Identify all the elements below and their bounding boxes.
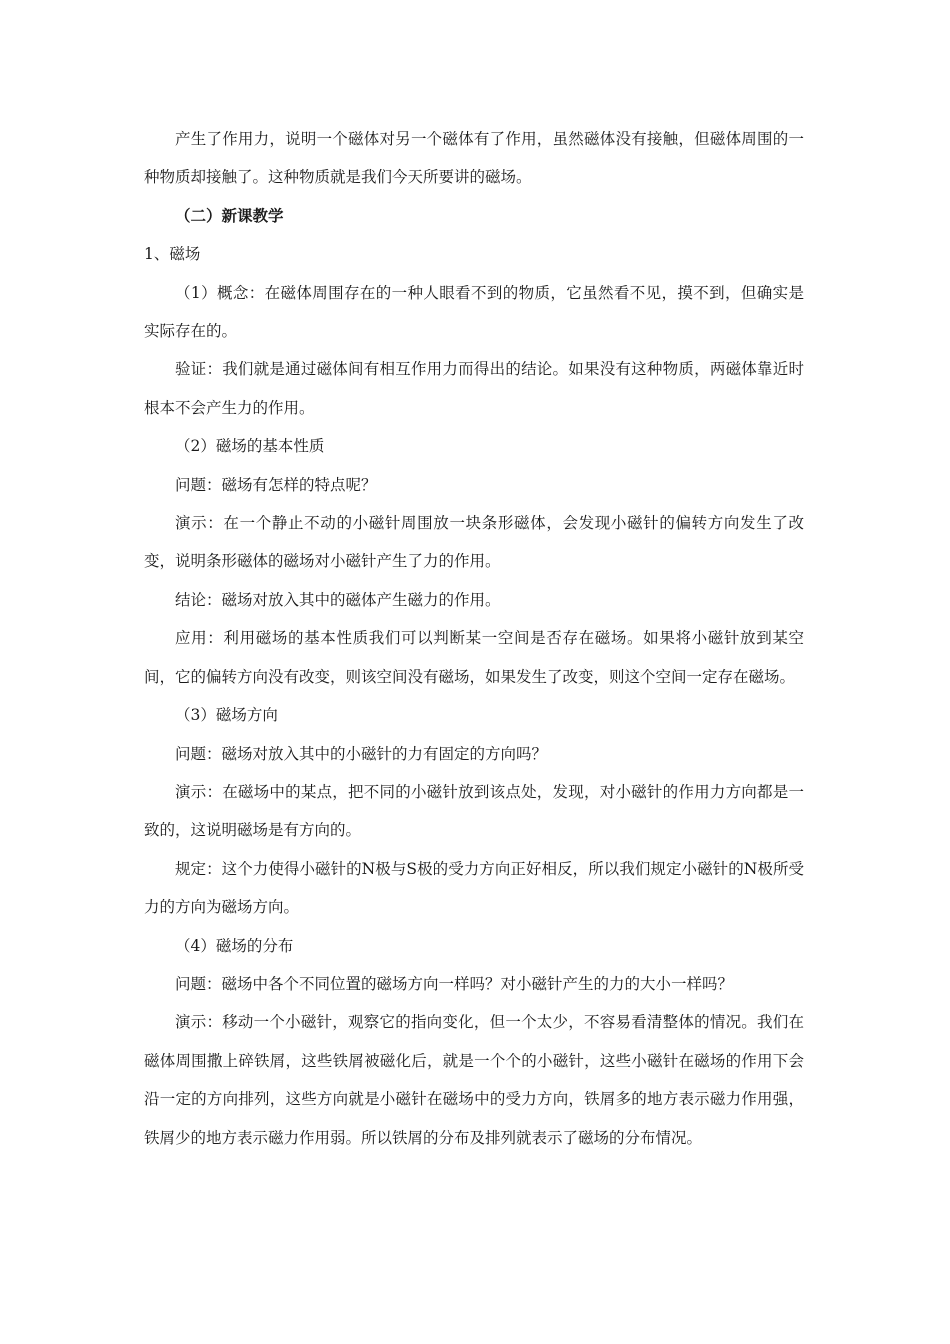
paragraph-rule: 规定：这个力使得小磁针的N极与S极的受力方向正好相反，所以我们规定小磁针的N极所受力的方向为磁场方向。	[144, 859, 804, 917]
paragraph-demo-3: 演示：移动一个小磁针，观察它的指向变化，但一个太少，不容易看清整体的情况。我们在磁体周围撒上碎铁屑，这些铁屑被磁化后，就是一个个的小磁针，这些小磁针在磁场的作用下会沿一定的方向排列，这些方向就是小磁针在磁场中的受力方向，铁屑多的地方表示磁力作用强，铁屑少的地方表示磁力作用弱。所以铁屑的分布及排列就表示了磁场的分布情况。	[144, 1013, 804, 1147]
section-heading-new-lesson: （二）新课教学	[175, 205, 284, 225]
subsection-heading-magnetic-field: 1、磁场	[144, 245, 201, 264]
paragraph-demo-2: 演示：在磁场中的某点，把不同的小磁针放到该点处，发现，对小磁针的作用力方向都是一致的，这说明磁场是有方向的。	[144, 782, 804, 840]
paragraph-question-3: 问题：磁场中各个不同位置的磁场方向一样吗？对小磁针产生的力的大小一样吗？	[175, 974, 734, 993]
item-heading-field-distribution: （4）磁场的分布	[175, 936, 294, 955]
paragraph-application: 应用：利用磁场的基本性质我们可以判断某一空间是否存在磁场。如果将小磁针放到某空间，它的偏转方向没有改变，则该空间没有磁场，如果发生了改变，则这个空间一定存在磁场。	[144, 629, 804, 686]
paragraph-demo-1: 演示：在一个静止不动的小磁针周围放一块条形磁体，会发现小磁针的偏转方向发生了改变，说明条形磁体的磁场对小磁针产生了力的作用。	[144, 514, 804, 571]
paragraph-verification: 验证：我们就是通过磁体间有相互作用力而得出的结论。如果没有这种物质，两磁体靠近时根本不会产生力的作用。	[144, 360, 804, 417]
paragraph-question-2: 问题：磁场对放入其中的小磁针的力有固定的方向吗？	[175, 744, 548, 763]
paragraph-intro: 产生了作用力，说明一个磁体对另一个磁体有了作用，虽然磁体没有接触，但磁体周围的一种物质却接触了。这种物质就是我们今天所要讲的磁场。	[144, 130, 804, 187]
paragraph-question-1: 问题：磁场有怎样的特点呢？	[175, 475, 377, 494]
item-heading-basic-property: （2）磁场的基本性质	[175, 437, 325, 456]
paragraph-concept: （1）概念：在磁体周围存在的一种人眼看不到的物质，它虽然看不见，摸不到，但确实是实际存在的。	[144, 283, 804, 341]
paragraph-conclusion: 结论：磁场对放入其中的磁体产生磁力的作用。	[175, 590, 501, 609]
item-heading-field-direction: （3）磁场方向	[175, 706, 278, 725]
document-body	[144, 120, 804, 1157]
